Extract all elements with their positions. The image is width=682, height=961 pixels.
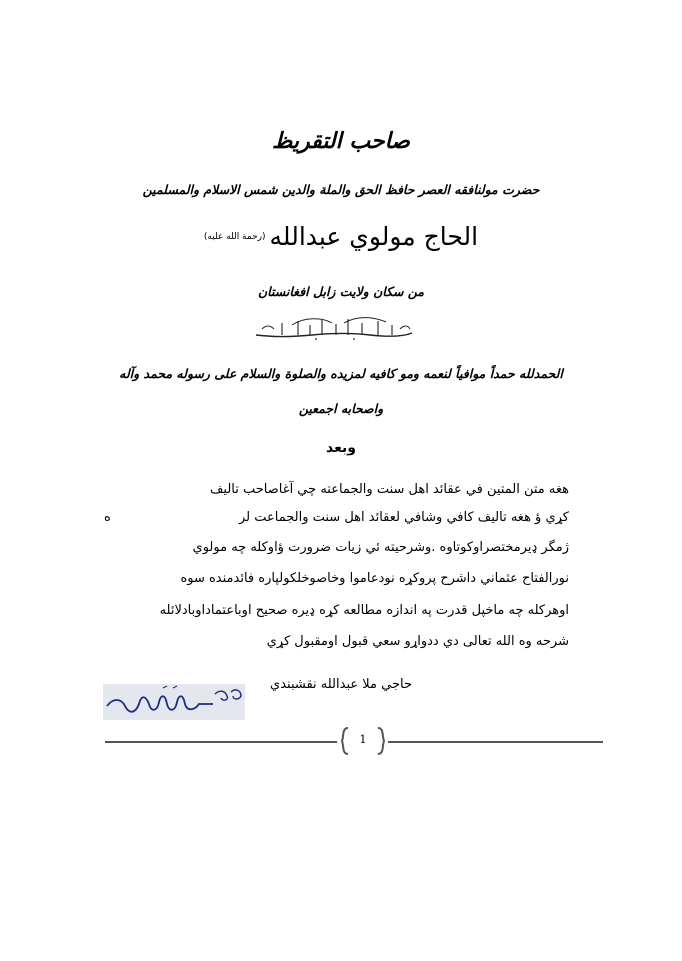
page-number: 1 [359, 733, 367, 746]
body-line: نورالفتاح عثماني داشرح پروكړه نودعاموا وخاصوخلكولپاره فائدمنده سوه [180, 571, 569, 586]
footer-rule-right [388, 741, 603, 743]
footer-rule-left [105, 741, 337, 743]
praise-line-2: واصحابه اجمعين [298, 401, 384, 416]
praise-line-1: الحمدلله حمداً موافياً لنعمه ومو كافيه لمزيده والصلوة والسلام على رسوله محمد وآله [119, 366, 563, 381]
section-heading: وبعد [326, 440, 356, 456]
subtitle: حضرت مولنافقه العصر حافظ الحق والملة والدين شمس الاسلام والمسلمين [142, 182, 540, 197]
signer-name: حاجي ملا عبدالله نقشبندي [270, 677, 412, 692]
handwritten-signature [103, 684, 245, 720]
body-line-trailing-letter: ه [104, 510, 111, 525]
honorific: (رحمة الله عليه) [203, 232, 266, 242]
scholar-name-line [0, 222, 682, 251]
basmala-calligraphy [252, 315, 416, 343]
body-line: شرحه وه الله تعالى دي ددواړو سعي قبول اومقبول كړي [266, 634, 569, 649]
origin-line: من سكان ولايت زابل افغانستان [257, 284, 425, 299]
body-line: ژمگر ډيرمختصراوكوتاوه .وشرحيته ئي زيات ضرورت ؤاوكله چه مولوي [192, 540, 569, 555]
body-line: كړي ؤ هغه تاليف كافي وشافي لعقائد اهل سنت والجماعت لر [238, 510, 569, 525]
body-line: اوهركله چه ماخپل قدرت په اندازه مطالعه كړه ډيره صحيح اوباعتماداوبادلائله [159, 603, 569, 618]
body-line: هغه متن المتين في عقائد اهل سنت والجماعته چي آغاصاحب تاليف [209, 482, 569, 497]
scholar-name: الحاج مولوي عبدالله [269, 222, 479, 251]
page-title: صاحب التقريظ [272, 128, 410, 154]
